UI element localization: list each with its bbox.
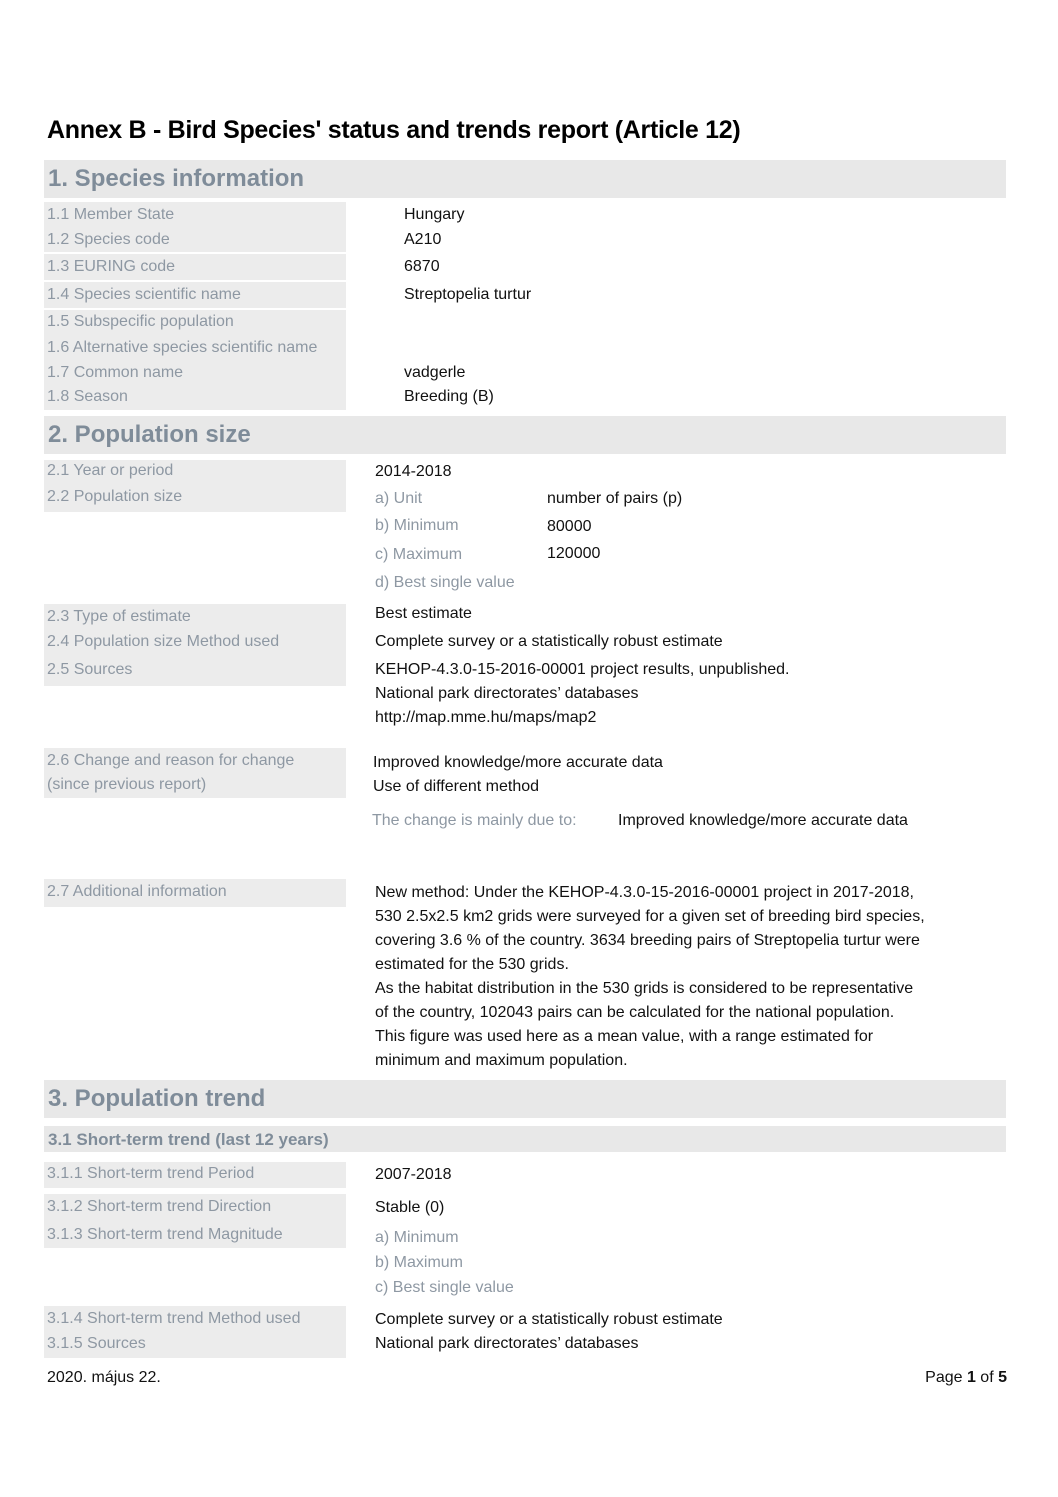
field-value-scientific-name: Streptopelia turtur <box>404 286 532 303</box>
field-value-species-code: A210 <box>404 231 442 248</box>
paragraph-line: minimum and maximum population. <box>375 1052 628 1069</box>
field-value-sources-line: National park directorates’ databases <box>375 685 639 702</box>
field-label-euring-code: 1.3 EURING code <box>47 258 176 275</box>
paragraph-line: 530 2.5x2.5 km2 grids were surveyed for a given set of breeding bird species, <box>375 908 925 925</box>
page-prefix: Page <box>925 1369 967 1386</box>
field-value-sources-line: http://map.mme.hu/maps/map2 <box>375 709 597 726</box>
field-value-type-of-estimate: Best estimate <box>375 605 472 622</box>
sub-value-maximum: 120000 <box>547 545 601 562</box>
field-label-additional-information: 2.7 Additional information <box>47 883 227 900</box>
sub-label-minimum: b) Minimum <box>375 517 459 534</box>
section-title: 2. Population size <box>48 421 251 448</box>
field-label-change-reason: 2.6 Change and reason for change <box>47 752 295 769</box>
paragraph-line: New method: Under the KEHOP-4.3.0-15-2016-00001 project in 2017-2018, <box>375 884 914 901</box>
sub-label-minimum: a) Minimum <box>375 1229 459 1246</box>
field-label-method-used: 2.4 Population size Method used <box>47 633 280 650</box>
field-value-euring-code: 6870 <box>404 258 440 275</box>
page-mid: of <box>975 1369 999 1386</box>
paragraph-line: This figure was used here as a mean value, with a range estimated for <box>375 1028 874 1045</box>
field-label-species-code: 1.2 Species code <box>47 231 170 248</box>
field-label-trend-sources: 3.1.5 Sources <box>47 1335 146 1352</box>
field-value-common-name: vadgerle <box>404 364 466 381</box>
field-value-method-used: Complete survey or a statistically robust estimate <box>375 633 723 650</box>
field-value-trend-direction: Stable (0) <box>375 1199 445 1216</box>
page-total: 5 <box>998 1369 1007 1386</box>
field-label-type-of-estimate: 2.3 Type of estimate <box>47 608 191 625</box>
paragraph-line: estimated for the 530 grids. <box>375 956 569 973</box>
paragraph-line: As the habitat distribution in the 530 grids is considered to be representative <box>375 980 914 997</box>
field-label-sources: 2.5 Sources <box>47 661 133 678</box>
field-value-season: Breeding (B) <box>404 388 494 405</box>
footer-page-number <box>925 1369 1007 1387</box>
field-value-trend-method: Complete survey or a statistically robust estimate <box>375 1311 723 1328</box>
field-value-additional-information <box>375 881 1015 1073</box>
section-header-population-trend <box>44 1080 1006 1118</box>
field-label-population-size: 2.2 Population size <box>47 488 183 505</box>
page-current: 1 <box>966 1369 976 1386</box>
section-title: 1. Species information <box>48 165 305 192</box>
field-label-trend-magnitude: 3.1.3 Short-term trend Magnitude <box>47 1226 283 1243</box>
field-value-year: 2014-2018 <box>375 463 452 480</box>
field-label-season: 1.8 Season <box>47 388 128 405</box>
sub-label-mainly-due-to: The change is mainly due to: <box>372 812 577 829</box>
sub-value-minimum: 80000 <box>547 518 592 535</box>
field-label-common-name: 1.7 Common name <box>47 364 184 381</box>
section-title: 3. Population trend <box>48 1085 266 1112</box>
field-label-subspecific-population: 1.5 Subspecific population <box>47 313 234 330</box>
sub-label-unit: a) Unit <box>375 490 423 507</box>
field-value-change-reason: Use of different method <box>373 778 540 795</box>
section-header-species-information <box>44 160 1006 198</box>
subsection-header-short-term-trend <box>44 1126 1006 1152</box>
field-value-sources-line: KEHOP-4.3.0-15-2016-00001 project results, unpublished. <box>375 661 790 678</box>
field-value-trend-period: 2007-2018 <box>375 1166 452 1183</box>
sub-value-unit: number of pairs (p) <box>547 490 683 507</box>
field-label-trend-direction: 3.1.2 Short-term trend Direction <box>47 1198 272 1215</box>
field-label-trend-method: 3.1.4 Short-term trend Method used <box>47 1310 301 1327</box>
field-label-member-state: 1.1 Member State <box>47 206 175 223</box>
field-label-scientific-name: 1.4 Species scientific name <box>47 286 241 303</box>
field-label-year: 2.1 Year or period <box>47 462 174 479</box>
field-value-member-state: Hungary <box>404 206 465 223</box>
sub-label-best-single-value: c) Best single value <box>375 1279 514 1296</box>
section-header-population-size <box>44 416 1006 454</box>
field-label-trend-period: 3.1.1 Short-term trend Period <box>47 1165 255 1182</box>
field-value-trend-sources: National park directorates’ databases <box>375 1335 639 1352</box>
field-value-change-reason: Improved knowledge/more accurate data <box>373 754 663 771</box>
sub-label-maximum: b) Maximum <box>375 1254 464 1271</box>
sub-label-best-single-value: d) Best single value <box>375 574 515 591</box>
sub-label-maximum: c) Maximum <box>375 546 463 563</box>
footer-date: 2020. május 22. <box>47 1369 161 1386</box>
subsection-title: 3.1 Short-term trend (last 12 years) <box>48 1130 329 1149</box>
sub-value-mainly-due-to: Improved knowledge/more accurate data <box>618 812 908 829</box>
paragraph-line: of the country, 102043 pairs can be calculated for the national population. <box>375 1004 895 1021</box>
field-label-change-reason-sub: (since previous report) <box>47 776 207 793</box>
paragraph-line: covering 3.6 % of the country. 3634 breeding pairs of Streptopelia turtur were <box>375 932 920 949</box>
document-title: Annex B - Bird Species' status and trends report (Article 12) <box>47 116 741 144</box>
field-label-alternative-name: 1.6 Alternative species scientific name <box>47 339 318 356</box>
